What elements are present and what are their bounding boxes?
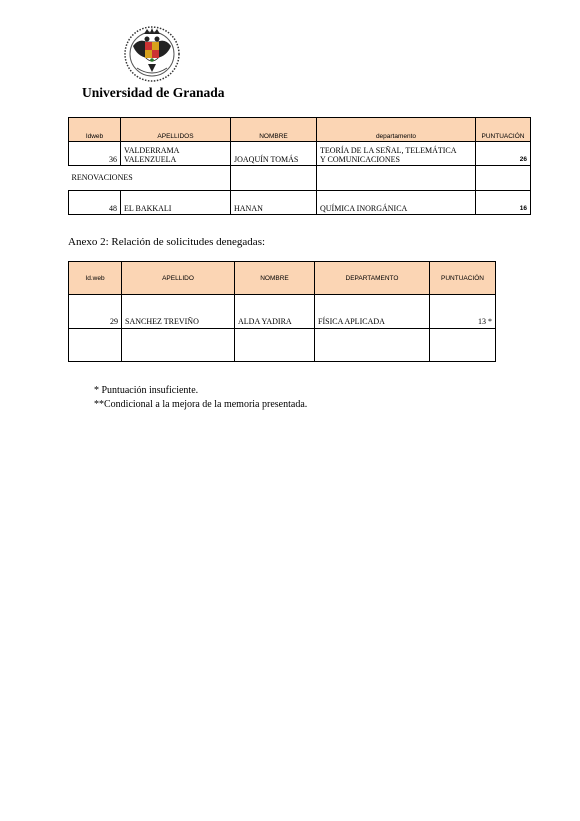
cell-id: 36 — [69, 142, 121, 166]
empty-cell — [235, 329, 315, 362]
col-header-departamento: departamento — [317, 118, 476, 142]
cell-nombre: HANAN — [231, 191, 317, 215]
empty-cell — [122, 329, 235, 362]
empty-cell — [476, 166, 531, 191]
footnote-conditional: **Condicional a la mejora de la memoria presentada. — [94, 399, 308, 410]
cell-apellido: SANCHEZ TREVIÑO — [122, 295, 235, 329]
cell-puntuacion: 26 — [476, 142, 531, 166]
col-header-nombre: NOMBRE — [231, 118, 317, 142]
table-row-empty — [69, 329, 496, 362]
footnote-insufficient-score: * Puntuación insuficiente. — [94, 385, 199, 396]
approved-table — [68, 117, 531, 215]
denied-table — [68, 261, 496, 362]
col-header-departamento: DEPARTAMENTO — [315, 262, 430, 295]
cell-departamento — [317, 142, 476, 166]
cell-departamento: QUÍMICA INORGÁNICA — [317, 191, 476, 215]
cell-apellidos: EL BAKKALI — [121, 191, 231, 215]
university-crest-logo — [123, 24, 181, 86]
col-header-apellido: APELLIDO — [122, 262, 235, 295]
cell-nombre: JOAQUÍN TOMÁS — [231, 142, 317, 166]
cell-nombre: ALDA YADIRA — [235, 295, 315, 329]
cell-id: 48 — [69, 191, 121, 215]
empty-cell — [315, 329, 430, 362]
dept-line2: Y COMUNICACIONES — [320, 155, 400, 164]
table-row — [69, 142, 531, 166]
cell-departamento: FÍSICA APLICADA — [315, 295, 430, 329]
apellidos-line2: VALENZUELA — [124, 155, 177, 164]
apellidos-line1: VALDERRAMA — [124, 146, 180, 155]
cell-id: 29 — [69, 295, 122, 329]
cell-apellidos — [121, 142, 231, 166]
section-label: RENOVACIONES — [69, 166, 231, 191]
col-header-nombre: NOMBRE — [235, 262, 315, 295]
footnotes — [94, 384, 307, 412]
table-row — [69, 191, 531, 215]
cell-puntuacion: 16 — [476, 191, 531, 215]
empty-cell — [430, 329, 496, 362]
table-header-row — [69, 118, 531, 142]
empty-cell — [69, 329, 122, 362]
annex-2-title: Anexo 2: Relación de solicitudes denegadas: — [68, 236, 266, 248]
university-name: Universidad de Granada — [82, 85, 225, 100]
col-header-idweb: Id.web — [69, 262, 122, 295]
section-row-renovaciones — [69, 166, 531, 191]
empty-cell — [231, 166, 317, 191]
col-header-apellidos: APELLIDOS — [121, 118, 231, 142]
empty-cell — [317, 166, 476, 191]
cell-puntuacion: 13 * — [430, 295, 496, 329]
col-header-puntuacion: PUNTUACIÓN — [430, 262, 496, 295]
dept-line1: TEORÍA DE LA SEÑAL, TELEMÁTICA — [320, 146, 457, 155]
table-row — [69, 295, 496, 329]
col-header-idweb: Idweb — [69, 118, 121, 142]
table-header-row — [69, 262, 496, 295]
col-header-puntuacion: PUNTUACIÓN — [476, 118, 531, 142]
